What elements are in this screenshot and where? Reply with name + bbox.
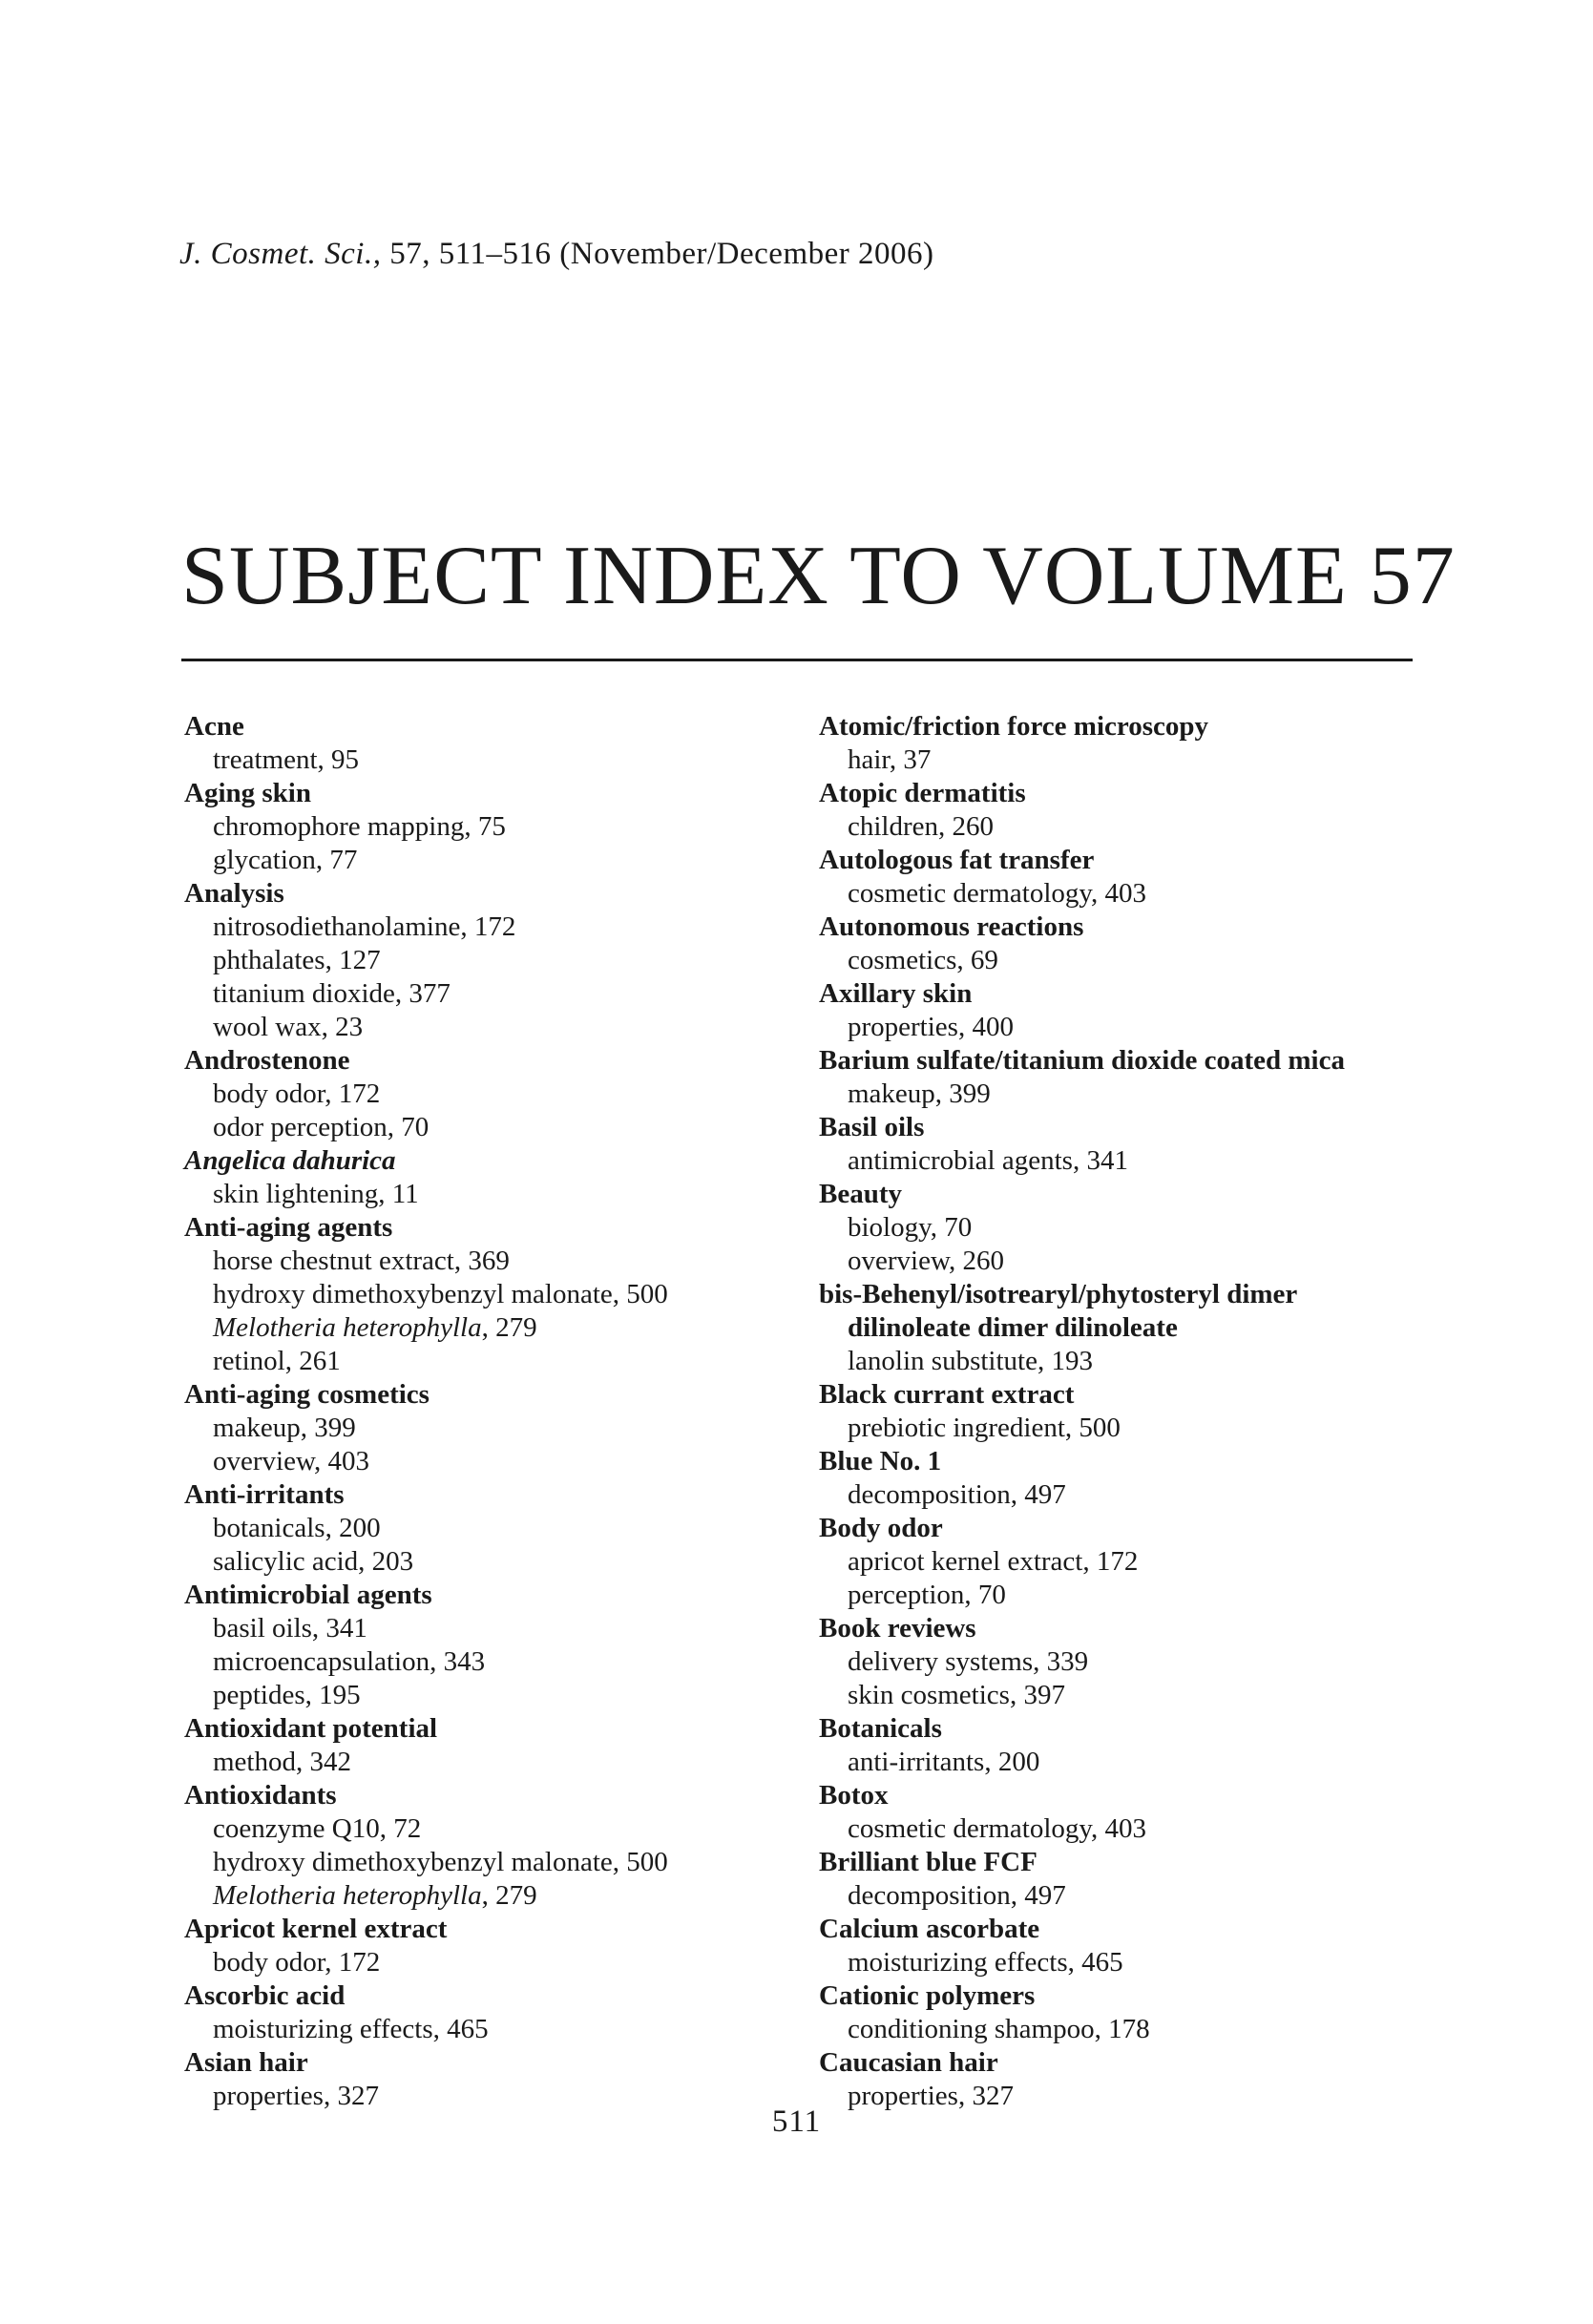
index-heading: [184, 1044, 852, 1078]
index-subentry-text: body odor, 172: [213, 1078, 381, 1109]
index-heading: [184, 2046, 852, 2080]
index-entry: [819, 1178, 1487, 1278]
index-subentry: [819, 2013, 1487, 2046]
index-subentry-text: chromophore mapping, 75: [213, 811, 506, 842]
index-subentry-text: hydroxy dimethoxybenzyl malonate, 500: [213, 1847, 668, 1877]
index-subentry-text: botanicals, 200: [213, 1513, 381, 1543]
index-heading-line: Androstenone: [184, 1045, 350, 1076]
index-subentry: [819, 1011, 1487, 1044]
index-entry: [819, 1846, 1487, 1913]
index-entry: [819, 844, 1487, 911]
index-entry: [184, 1979, 852, 2046]
index-entry: [184, 710, 852, 777]
index-heading: [184, 1211, 852, 1245]
index-entry: [184, 1478, 852, 1579]
index-heading-line: Axillary skin: [819, 978, 973, 1009]
index-subentry-text: properties, 327: [213, 2081, 379, 2111]
index-subentry-text: anti-irritants, 200: [848, 1747, 1040, 1777]
index-subentry: [819, 1746, 1487, 1779]
index-subentry-text: moisturizing effects, 465: [848, 1947, 1123, 1978]
index-subentry: [819, 810, 1487, 844]
index-heading: [819, 1712, 1487, 1746]
index-heading: [819, 1612, 1487, 1645]
index-heading: [819, 1445, 1487, 1478]
index-subentry-text: makeup, 399: [848, 1078, 991, 1109]
index-subentry-text: conditioning shampoo, 178: [848, 2014, 1150, 2044]
index-entry: [184, 1913, 852, 1979]
index-entry: [184, 1044, 852, 1144]
index-subentry-text: children, 260: [848, 811, 995, 842]
index-entry: [819, 1779, 1487, 1846]
index-entry: [819, 911, 1487, 977]
index-subentry-text: peptides, 195: [213, 1680, 361, 1710]
index-heading-line: Beauty: [819, 1179, 902, 1209]
index-heading-line: Basil oils: [819, 1112, 925, 1142]
index-subentry: [819, 1545, 1487, 1579]
index-heading: [184, 1712, 852, 1746]
index-heading: [819, 1979, 1487, 2013]
index-heading: [184, 710, 852, 743]
index-subentry-text: Melotheria heterophylla: [213, 1312, 482, 1343]
index-entry: [819, 1712, 1487, 1779]
index-subentry: [184, 1879, 852, 1913]
index-subentry: [184, 1278, 852, 1311]
index-heading: [819, 1044, 1487, 1078]
index-subentry: [819, 944, 1487, 977]
index-subentry: [819, 1345, 1487, 1378]
index-subentry-text: method, 342: [213, 1747, 351, 1777]
index-entry: [184, 2046, 852, 2113]
index-heading: [819, 977, 1487, 1011]
index-heading-line: Anti-aging cosmetics: [184, 1379, 430, 1410]
index-entry: [184, 777, 852, 877]
index-subentry: [819, 1946, 1487, 1979]
index-column-left: [184, 710, 852, 2113]
index-heading-line: Ascorbic acid: [184, 1980, 346, 2011]
index-subentry: [184, 911, 852, 944]
index-subentry: [184, 844, 852, 877]
index-entry: [184, 1144, 852, 1211]
index-entry: [184, 1378, 852, 1478]
index-heading: [184, 1144, 852, 1178]
index-subentry: [819, 877, 1487, 911]
index-entry: [819, 1278, 1487, 1378]
index-heading-line: Atomic/friction force microscopy: [819, 711, 1209, 742]
index-entry: [819, 1612, 1487, 1712]
index-subentry: [819, 1245, 1487, 1278]
index-heading-line: Antioxidant potential: [184, 1713, 438, 1744]
index-entry: [819, 777, 1487, 844]
index-heading: [819, 710, 1487, 743]
index-subentry: [184, 944, 852, 977]
index-entry: [819, 1378, 1487, 1445]
index-heading-line: Botox: [819, 1780, 889, 1811]
index-heading: [184, 1478, 852, 1512]
index-subentry: [819, 1078, 1487, 1111]
index-subentry: [184, 1812, 852, 1846]
index-entry: [819, 977, 1487, 1044]
index-subentry-text: cosmetic dermatology, 403: [848, 878, 1147, 909]
index-entry: [819, 1512, 1487, 1612]
index-subentry-text: hydroxy dimethoxybenzyl malonate, 500: [213, 1279, 668, 1309]
index-heading: [819, 1846, 1487, 1879]
index-subentry-text: properties, 400: [848, 1012, 1014, 1042]
index-heading: [184, 1378, 852, 1412]
index-subentry: [819, 1879, 1487, 1913]
index-subentry-text: body odor, 172: [213, 1947, 381, 1978]
index-heading-line: Aging skin: [184, 778, 311, 808]
index-heading: [819, 1913, 1487, 1946]
index-subentry: [184, 1178, 852, 1211]
index-entry: [184, 1211, 852, 1378]
index-subentry-text: overview, 260: [848, 1246, 1005, 1276]
index-heading-line: Antioxidants: [184, 1780, 337, 1811]
index-subentry: [184, 2013, 852, 2046]
index-heading-line: dilinoleate dimer dilinoleate: [848, 1312, 1178, 1343]
index-subentry-text: , 279: [481, 1312, 537, 1343]
index-subentry-text: cosmetics, 69: [848, 945, 998, 975]
index-heading-line: Brilliant blue FCF: [819, 1847, 1038, 1877]
index-subentry-text: biology, 70: [848, 1212, 973, 1243]
index-subentry-text: Melotheria heterophylla: [213, 1880, 482, 1911]
index-subentry-text: skin lightening, 11: [213, 1179, 419, 1209]
index-heading: [184, 877, 852, 911]
index-subentry: [184, 977, 852, 1011]
index-subentry-text: wool wax, 23: [213, 1012, 364, 1042]
index-subentry-text: glycation, 77: [213, 845, 358, 875]
index-subentry-text: odor perception, 70: [213, 1112, 430, 1142]
index-heading: [184, 1979, 852, 2013]
index-subentry: [819, 743, 1487, 777]
index-subentry-text: hair, 37: [848, 744, 932, 775]
index-subentry: [184, 1245, 852, 1278]
index-heading-line: Antimicrobial agents: [184, 1580, 432, 1610]
index-heading-line: Anti-aging agents: [184, 1212, 393, 1243]
index-subentry-text: horse chestnut extract, 369: [213, 1246, 510, 1276]
index-heading-line: Caucasian hair: [819, 2047, 998, 2078]
index-heading: [819, 2046, 1487, 2080]
index-heading: [819, 911, 1487, 944]
index-subentry-text: apricot kernel extract, 172: [848, 1546, 1139, 1577]
index-subentry: [819, 1579, 1487, 1612]
index-subentry: [184, 1612, 852, 1645]
index-subentry: [184, 1946, 852, 1979]
page-number: 511: [771, 2104, 822, 2139]
index-subentry: [819, 1645, 1487, 1679]
index-subentry: [184, 1111, 852, 1144]
index-heading: [819, 777, 1487, 810]
index-subentry-text: overview, 403: [213, 1446, 370, 1476]
index-subentry-text: properties, 327: [848, 2081, 1014, 2111]
index-subentry-text: basil oils, 341: [213, 1613, 367, 1644]
index-entry: [819, 1913, 1487, 1979]
journal-citation: [179, 237, 934, 272]
index-subentry: [184, 1746, 852, 1779]
index-subentry: [184, 1512, 852, 1545]
index-subentry: [819, 1211, 1487, 1245]
index-subentry: [184, 743, 852, 777]
index-subentry-text: , 279: [481, 1880, 537, 1911]
index-subentry-text: decomposition, 497: [848, 1479, 1066, 1510]
index-subentry: [184, 1345, 852, 1378]
index-subentry-text: retinol, 261: [213, 1346, 341, 1376]
index-subentry: [819, 1679, 1487, 1712]
index-heading-line: Autologous fat transfer: [819, 845, 1095, 875]
index-heading: [184, 1579, 852, 1612]
index-heading: [819, 1278, 1487, 1345]
index-heading: [819, 844, 1487, 877]
index-heading-line: Angelica dahurica: [184, 1145, 396, 1176]
index-entry: [819, 1979, 1487, 2046]
index-heading: [819, 1512, 1487, 1545]
index-heading-line: Atopic dermatitis: [819, 778, 1026, 808]
index-heading-line: Autonomous reactions: [819, 911, 1084, 942]
index-entry: [184, 1779, 852, 1913]
index-heading: [819, 1178, 1487, 1211]
index-subentry: [184, 1846, 852, 1879]
index-entry: [819, 1445, 1487, 1512]
index-subentry: [184, 810, 852, 844]
index-heading-line: Cationic polymers: [819, 1980, 1036, 2011]
index-heading-line: Apricot kernel extract: [184, 1914, 448, 1944]
index-subentry-text: moisturizing effects, 465: [213, 2014, 489, 2044]
index-subentry-text: coenzyme Q10, 72: [213, 1813, 422, 1844]
index-entry: [819, 2046, 1487, 2113]
journal-volume-pages: 57, 511–516 (November/December 2006): [389, 237, 934, 271]
index-heading: [184, 1913, 852, 1946]
index-subentry: [184, 1412, 852, 1445]
index-heading: [184, 1779, 852, 1812]
index-heading: [819, 1779, 1487, 1812]
index-heading: [184, 777, 852, 810]
index-subentry: [184, 1011, 852, 1044]
index-subentry: [184, 1679, 852, 1712]
index-heading: [819, 1111, 1487, 1144]
index-entry: [184, 877, 852, 1044]
index-subentry: [819, 1144, 1487, 1178]
index-heading: [819, 1378, 1487, 1412]
page-title: SUBJECT INDEX TO VOLUME 57: [181, 530, 1456, 622]
index-entry: [819, 1044, 1487, 1111]
index-heading-line: Blue No. 1: [819, 1446, 942, 1476]
index-heading-line: Anti-irritants: [184, 1479, 345, 1510]
index-subentry-text: perception, 70: [848, 1580, 1006, 1610]
title-divider: [181, 659, 1413, 661]
index-entry: [184, 1712, 852, 1779]
index-subentry: [184, 1078, 852, 1111]
index-heading-line: bis-Behenyl/isotrearyl/phytosteryl dimer: [819, 1279, 1298, 1309]
index-subentry-text: skin cosmetics, 397: [848, 1680, 1065, 1710]
index-subentry: [819, 1812, 1487, 1846]
index-subentry-text: prebiotic ingredient, 500: [848, 1413, 1121, 1443]
index-subentry-text: salicylic acid, 203: [213, 1546, 414, 1577]
index-subentry-text: cosmetic dermatology, 403: [848, 1813, 1147, 1844]
index-subentry: [184, 1445, 852, 1478]
index-subentry-text: makeup, 399: [213, 1413, 356, 1443]
index-subentry-text: lanolin substitute, 193: [848, 1346, 1093, 1376]
index-subentry: [819, 1412, 1487, 1445]
index-column-right: [819, 710, 1487, 2113]
index-subentry-text: titanium dioxide, 377: [213, 978, 451, 1009]
index-subentry-text: microencapsulation, 343: [213, 1646, 486, 1677]
index-heading-line: Analysis: [184, 878, 284, 909]
index-entry: [184, 1579, 852, 1712]
index-subentry: [184, 1645, 852, 1679]
index-subentry-text: treatment, 95: [213, 744, 360, 775]
index-entry: [819, 710, 1487, 777]
index-subentry-text: phthalates, 127: [213, 945, 381, 975]
index-heading-line: Book reviews: [819, 1613, 976, 1644]
index-subentry-text: decomposition, 497: [848, 1880, 1066, 1911]
index-subentry: [184, 1311, 852, 1345]
index-subentry-text: delivery systems, 339: [848, 1646, 1089, 1677]
index-heading-line: Acne: [184, 711, 244, 742]
index-heading-line: Body odor: [819, 1513, 943, 1543]
journal-abbrev: J. Cosmet. Sci.,: [179, 237, 382, 271]
index-heading-line: Asian hair: [184, 2047, 308, 2078]
index-subentry-text: nitrosodiethanolamine, 172: [213, 911, 516, 942]
index-heading-line: Barium sulfate/titanium dioxide coated mica: [819, 1045, 1345, 1076]
index-subentry: [184, 1545, 852, 1579]
index-heading-line: Calcium ascorbate: [819, 1914, 1040, 1944]
index-subentry: [819, 1478, 1487, 1512]
index-heading-line: Black currant extract: [819, 1379, 1075, 1410]
index-subentry-text: antimicrobial agents, 341: [848, 1145, 1128, 1176]
index-heading-line: Botanicals: [819, 1713, 942, 1744]
index-entry: [819, 1111, 1487, 1178]
